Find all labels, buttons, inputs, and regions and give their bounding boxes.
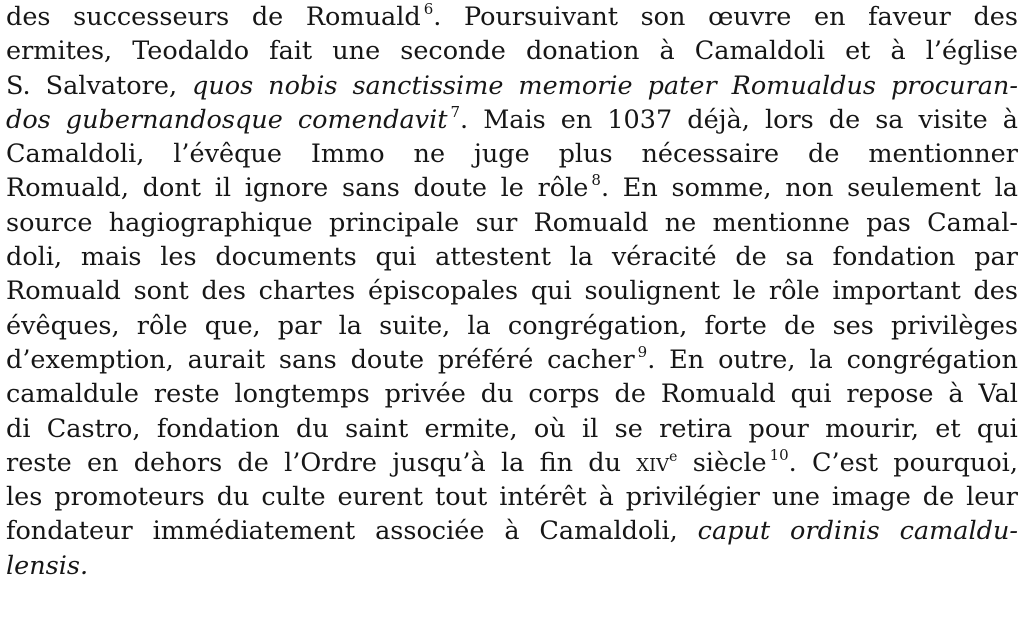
text-line-16 bbox=[6, 514, 1018, 548]
word: privilégier bbox=[625, 482, 761, 513]
word: source bbox=[6, 207, 93, 238]
word: congrégation bbox=[846, 344, 1018, 375]
word: seulement bbox=[847, 173, 981, 204]
word: privée bbox=[384, 379, 466, 410]
word: Immo bbox=[310, 139, 385, 170]
latin-quote-word: nobis bbox=[268, 70, 338, 101]
word: déjà, bbox=[687, 104, 750, 135]
word: plus bbox=[558, 139, 613, 170]
word: que, bbox=[204, 310, 261, 341]
word: visite bbox=[918, 104, 988, 135]
text-line-5 bbox=[6, 137, 1018, 171]
word: En bbox=[669, 344, 705, 375]
word: important bbox=[832, 276, 961, 307]
word: mentionner bbox=[868, 139, 1018, 170]
word: sont bbox=[133, 276, 189, 307]
word: dehors bbox=[133, 447, 223, 478]
footnote-ref: 8 bbox=[591, 171, 601, 190]
word: du bbox=[480, 379, 514, 410]
latin-quote-word: lensis. bbox=[6, 550, 89, 581]
word: Romuald bbox=[660, 379, 776, 410]
text-line-2 bbox=[6, 34, 1018, 68]
word: sans bbox=[341, 173, 400, 204]
word: di bbox=[6, 413, 31, 444]
word: juge bbox=[473, 139, 530, 170]
word: des bbox=[973, 276, 1018, 307]
word: reste bbox=[6, 447, 72, 478]
word: ne bbox=[413, 139, 446, 170]
word: rôle bbox=[768, 276, 820, 307]
word: épiscopales bbox=[367, 276, 519, 307]
word: l’église bbox=[925, 36, 1018, 67]
word: qui bbox=[375, 242, 417, 273]
word: soulignent bbox=[584, 276, 721, 307]
word: il bbox=[214, 173, 232, 204]
word: son bbox=[640, 2, 686, 32]
word: culte bbox=[261, 482, 326, 513]
word: non bbox=[785, 173, 834, 204]
text-line-15 bbox=[6, 480, 1018, 514]
word: ermites, bbox=[6, 36, 113, 67]
word: Camaldoli bbox=[694, 36, 826, 67]
word: Val bbox=[978, 379, 1018, 410]
latin-quote-word: pater bbox=[647, 70, 717, 101]
word: dont bbox=[142, 173, 202, 204]
word: doli, bbox=[6, 242, 63, 273]
word: la bbox=[809, 344, 833, 375]
latin-quote-word: gubernandosque bbox=[65, 104, 283, 135]
word: l’évêque bbox=[173, 139, 282, 170]
word: tout bbox=[434, 482, 488, 513]
word: pour bbox=[748, 413, 809, 444]
word: la bbox=[569, 242, 594, 273]
word: de bbox=[828, 104, 861, 135]
word: le bbox=[500, 173, 524, 204]
latin-quote-word: Romualdus bbox=[731, 70, 876, 101]
latin-quote-word: procuran- bbox=[890, 70, 1018, 101]
latin-quote-word: ordinis bbox=[790, 516, 880, 547]
word: C’est bbox=[812, 447, 879, 478]
word: attestent bbox=[435, 242, 552, 273]
word: ses bbox=[832, 310, 874, 341]
word: une bbox=[332, 36, 381, 67]
word: de bbox=[784, 310, 816, 341]
word: mais bbox=[80, 242, 142, 273]
word: Castro, bbox=[46, 413, 141, 444]
word: forte bbox=[704, 310, 767, 341]
word: sur bbox=[475, 207, 518, 238]
word: de bbox=[808, 139, 840, 170]
word: leur bbox=[966, 482, 1018, 513]
word: doute bbox=[350, 344, 425, 375]
word: à bbox=[659, 36, 675, 67]
word: pourquoi, bbox=[893, 447, 1018, 478]
word: à bbox=[598, 482, 614, 513]
text-line-6 bbox=[6, 171, 1018, 205]
word: la bbox=[994, 173, 1018, 204]
text-line-7 bbox=[6, 206, 1018, 240]
word: en bbox=[86, 447, 119, 478]
text-line-3 bbox=[6, 69, 1018, 103]
word: qui bbox=[530, 276, 572, 307]
latin-quote-word: caput bbox=[697, 516, 771, 547]
word: S. bbox=[6, 70, 31, 101]
word: la bbox=[500, 447, 525, 478]
word: à bbox=[890, 36, 906, 67]
word: fondation bbox=[156, 413, 280, 444]
word: qui bbox=[976, 413, 1018, 444]
word: qui bbox=[790, 379, 832, 410]
latin-quote-word: dos bbox=[6, 104, 51, 135]
word: du bbox=[296, 413, 329, 444]
word: successeurs bbox=[73, 2, 230, 32]
word: le bbox=[732, 276, 757, 307]
word: associée bbox=[375, 516, 485, 547]
word: faveur bbox=[868, 2, 951, 32]
word: eurent bbox=[337, 482, 424, 513]
document-page bbox=[6, 0, 1018, 628]
word: ignore bbox=[244, 173, 329, 204]
word: seconde bbox=[400, 36, 506, 67]
word: sa bbox=[785, 242, 814, 273]
word: par bbox=[974, 242, 1018, 273]
word: fondateur bbox=[6, 516, 133, 547]
latin-quote-word: camaldu- bbox=[899, 516, 1018, 547]
text-line-10 bbox=[6, 309, 1018, 343]
word: se bbox=[614, 413, 643, 444]
latin-quote-word: quos bbox=[192, 70, 254, 101]
word: pas bbox=[866, 207, 911, 238]
text-line-11 bbox=[6, 343, 1018, 377]
word: Teodaldo bbox=[132, 36, 250, 67]
word: où bbox=[533, 413, 566, 444]
latin-quote-word: memorie bbox=[518, 70, 633, 101]
word: les bbox=[160, 242, 197, 273]
word: mentionne bbox=[712, 207, 850, 238]
word: donation bbox=[525, 36, 640, 67]
word: En bbox=[622, 173, 658, 204]
footnote-ref: 10 bbox=[769, 445, 789, 464]
word: jusqu’à bbox=[392, 447, 486, 478]
word: de bbox=[237, 447, 269, 478]
century-numeral: xiv$^e$ bbox=[636, 447, 678, 478]
word: les bbox=[6, 482, 43, 513]
word: par bbox=[277, 310, 322, 341]
word: de bbox=[735, 242, 767, 273]
word-with-footnote: cacher $^9$. bbox=[547, 342, 656, 375]
word: intérêt bbox=[499, 482, 587, 513]
word: privilèges bbox=[890, 310, 1018, 341]
word: longtemps bbox=[234, 379, 370, 410]
text-line-13 bbox=[6, 412, 1018, 446]
word: rôle bbox=[136, 310, 188, 341]
word: ne bbox=[664, 207, 697, 238]
word: saint bbox=[345, 413, 409, 444]
word: l’Ordre bbox=[284, 447, 378, 478]
word: œuvre bbox=[708, 2, 792, 32]
word: préféré bbox=[437, 344, 534, 375]
word: corps bbox=[528, 379, 600, 410]
text-line-17 bbox=[6, 549, 1018, 583]
word: Camaldoli, bbox=[6, 139, 145, 170]
word: en bbox=[560, 104, 593, 135]
word-with-footnote: rôle $^8$. bbox=[537, 171, 610, 204]
word-with-footnote: Romuald $^6$. bbox=[305, 0, 442, 32]
word: doute bbox=[413, 173, 487, 204]
word: fait bbox=[269, 36, 313, 67]
footnote-ref: 6 bbox=[423, 0, 434, 18]
word: Mais bbox=[483, 104, 546, 135]
text-line-12 bbox=[6, 377, 1018, 411]
word: de bbox=[614, 379, 646, 410]
footnote-ref: 7 bbox=[450, 102, 461, 121]
word: des bbox=[973, 2, 1018, 32]
word: hagiographique bbox=[108, 207, 313, 238]
word: fin bbox=[539, 447, 574, 478]
word: et bbox=[935, 413, 961, 444]
word: aurait bbox=[187, 344, 266, 375]
word: 1037 bbox=[607, 104, 673, 135]
word: somme, bbox=[671, 173, 772, 204]
word: une bbox=[771, 482, 820, 513]
word: lors bbox=[764, 104, 814, 135]
word: et bbox=[845, 36, 871, 67]
word-with-footnote: comendavit $^7$. bbox=[297, 102, 469, 135]
word: Camaldoli, bbox=[539, 516, 678, 547]
word: Romuald, bbox=[6, 173, 129, 204]
word: la bbox=[467, 310, 491, 341]
footnote-ref: 9 bbox=[637, 342, 648, 361]
word: retira bbox=[659, 413, 733, 444]
word: congrégation, bbox=[507, 310, 688, 341]
word: de bbox=[922, 482, 955, 513]
text-line-1 bbox=[6, 0, 1018, 34]
word: à bbox=[1002, 104, 1018, 135]
word: des bbox=[201, 276, 246, 307]
word: immédiatement bbox=[152, 516, 356, 547]
word: reste bbox=[153, 379, 220, 410]
word: à bbox=[948, 379, 964, 410]
word: Romuald bbox=[533, 207, 649, 238]
word: des bbox=[6, 2, 51, 32]
word: en bbox=[813, 2, 846, 32]
word: Camal- bbox=[927, 207, 1018, 238]
word: promoteurs bbox=[54, 482, 205, 513]
text-line-8 bbox=[6, 240, 1018, 274]
word: Salvatore, bbox=[45, 70, 178, 101]
latin-quote-word: sanctissime bbox=[352, 70, 504, 101]
text-line-14 bbox=[6, 446, 1018, 480]
word: documents bbox=[215, 242, 357, 273]
word: véracité bbox=[611, 242, 717, 273]
word: à bbox=[504, 516, 520, 547]
word: repose bbox=[846, 379, 934, 410]
word: image bbox=[831, 482, 911, 513]
word: fondation bbox=[832, 242, 956, 273]
word: chartes bbox=[258, 276, 356, 307]
word: nécessaire bbox=[641, 139, 780, 170]
word: de bbox=[251, 2, 284, 32]
word: du bbox=[216, 482, 250, 513]
word: d’exemption, bbox=[6, 344, 174, 375]
word: camaldule bbox=[6, 379, 140, 410]
word: ermite, bbox=[424, 413, 518, 444]
word: principale bbox=[328, 207, 460, 238]
word-with-footnote: siècle $^{10}$. bbox=[692, 445, 797, 478]
word: sa bbox=[875, 104, 904, 135]
word: la bbox=[338, 310, 363, 341]
word: du bbox=[588, 447, 621, 478]
word: Poursuivant bbox=[463, 2, 618, 32]
word: évêques, bbox=[6, 310, 120, 341]
word: suite, bbox=[379, 310, 451, 341]
word: mourir, bbox=[825, 413, 919, 444]
word: il bbox=[582, 413, 599, 444]
word: sans bbox=[278, 344, 337, 375]
text-line-4 bbox=[6, 103, 1018, 137]
word: outre, bbox=[718, 344, 796, 375]
word: Romuald bbox=[6, 276, 121, 307]
text-line-9 bbox=[6, 274, 1018, 308]
